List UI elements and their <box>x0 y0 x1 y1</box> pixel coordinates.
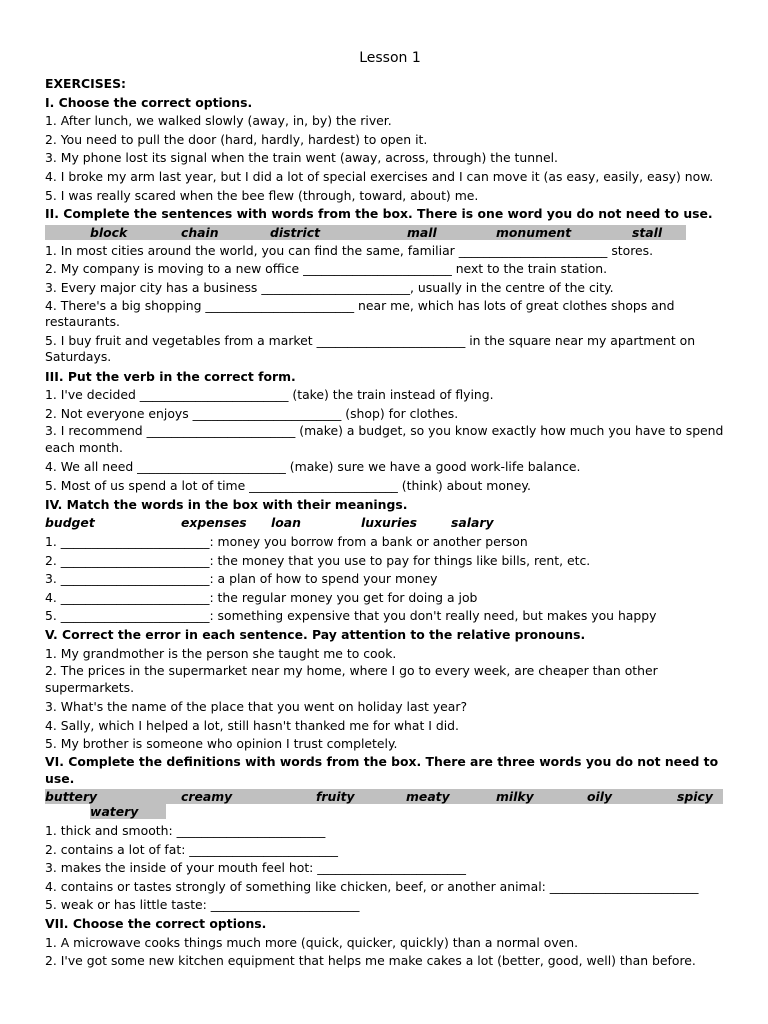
s4-item-3: 3. ________________________: a plan of how to spend your money <box>45 571 438 587</box>
s4-word-2: expenses <box>181 515 247 531</box>
section-5-heading: V. Correct the error in each sentence. Pay attention to the relative pronouns. <box>45 627 586 643</box>
s5-item-2: 2. The prices in the supermarket near my home, where I go to every week, are cheaper than other supermarkets. <box>45 663 658 695</box>
s2-word-6: stall <box>632 224 663 240</box>
s2-word-box <box>45 225 686 240</box>
s6-word-8: watery <box>90 804 166 819</box>
s6-word-box <box>45 789 735 819</box>
page-title: Lesson 1 <box>359 50 421 66</box>
s6-word-1: buttery <box>45 789 98 805</box>
s5-item-5: 5. My brother is someone who opinion I trust completely. <box>45 736 398 752</box>
s2-item-1: 1. In most cities around the world, you can find the same, familiar ________________________ stores. <box>45 242 654 258</box>
exercises-label: EXERCISES: <box>45 76 126 91</box>
s6-item-5: 5. weak or has little taste: ________________________ <box>45 897 360 913</box>
s6-word-3: fruity <box>316 789 355 805</box>
s4-item-4: 4. ________________________: the regular money you get for doing a job <box>45 589 478 605</box>
worksheet <box>45 48 735 971</box>
s6-item-1: 1. thick and smooth: ________________________ <box>45 823 326 839</box>
s6-word-7: spicy <box>677 789 713 805</box>
s6-word-4: meaty <box>406 789 450 805</box>
s6-item-3: 3. makes the inside of your mouth feel hot: ________________________ <box>45 860 466 876</box>
s6-word-2: creamy <box>181 789 233 805</box>
s2-item-2: 2. My company is moving to a new office ________________________ next to the train station. <box>45 261 608 277</box>
s3-item-1: 1. I've decided ________________________ (take) the train instead of flying. <box>45 387 494 403</box>
s1-item-4: 4. I broke my arm last year, but I did a lot of special exercises and I can move it (as easy, easily, easy) now. <box>45 168 714 184</box>
s2-item-4: 4. There's a big shopping ________________________ near me, which has lots of great clothes shops and restaurants. <box>45 297 675 330</box>
s4-item-5: 5. ________________________: something expensive that you don't really need, but makes you happy <box>45 608 657 624</box>
s2-word-4: mall <box>407 224 437 240</box>
s6-item-2: 2. contains a lot of fat: ________________________ <box>45 841 338 857</box>
section-7-heading: VII. Choose the correct options. <box>45 916 267 931</box>
s7-item-2: 2. I've got some new kitchen equipment that helps me make cakes a lot (better, good, well) than before. <box>45 953 696 969</box>
s1-item-1: 1. After lunch, we walked slowly (away, in, by) the river. <box>45 113 392 129</box>
section-3-heading: III. Put the verb in the correct form. <box>45 368 296 384</box>
s5-item-4: 4. Sally, which I helped a lot, still hasn't thanked me for what I did. <box>45 717 459 733</box>
s2-word-3: district <box>270 224 321 240</box>
s3-item-4: 4. We all need ________________________ (make) sure we have a good work-life balance. <box>45 459 581 475</box>
s1-item-3: 3. My phone lost its signal when the train went (away, across, through) the tunnel. <box>45 150 558 166</box>
s4-word-5: salary <box>451 515 494 531</box>
s4-item-1: 1. ________________________: money you borrow from a bank or another person <box>45 534 528 550</box>
s6-word-5: milky <box>496 789 534 805</box>
s2-word-1: block <box>90 224 128 240</box>
s2-item-3: 3. Every major city has a business ________________________, usually in the centre of the city. <box>45 279 614 295</box>
s7-item-1: 1. A microwave cooks things much more (quick, quicker, quickly) than a normal oven. <box>45 934 579 950</box>
s6-item-4: 4. contains or tastes strongly of something like chicken, beef, or another animal: ________________________ <box>45 878 699 894</box>
s3-item-5: 5. Most of us spend a lot of time ________________________ (think) about money. <box>45 477 531 493</box>
s5-item-3: 3. What's the name of the place that you went on holiday last year? <box>45 699 468 715</box>
s5-item-1: 1. My grandmother is the person she taught me to cook. <box>45 645 397 661</box>
s6-word-6: oily <box>587 789 613 805</box>
s2-item-5: 5. I buy fruit and vegetables from a market ________________________ in the square near my apartment on Saturdays. <box>45 332 696 365</box>
s1-item-5: 5. I was really scared when the bee flew (through, toward, about) me. <box>45 187 479 203</box>
s4-word-1: budget <box>45 515 95 531</box>
s4-word-box <box>45 515 735 530</box>
section-4-heading: IV. Match the words in the box with their meanings. <box>45 496 408 512</box>
section-2-heading: II. Complete the sentences with words from the box. There is one word you do not need to use. <box>45 206 713 222</box>
s4-item-2: 2. ________________________: the money that you use to pay for things like bills, rent, etc. <box>45 552 591 568</box>
section-6-heading: VI. Complete the definitions with words from the box. There are three words you do not need to use. <box>45 754 719 786</box>
s2-word-5: monument <box>496 224 572 240</box>
s3-item-2: 2. Not everyone enjoys ________________________ (shop) for clothes. <box>45 405 459 421</box>
s1-item-2: 2. You need to pull the door (hard, hardly, hardest) to open it. <box>45 131 428 147</box>
section-1-heading: I. Choose the correct options. <box>45 94 253 110</box>
s4-word-3: loan <box>271 515 301 531</box>
s3-item-3: 3. I recommend ________________________ (make) a budget, so you know exactly how much you have to spend each month. <box>45 423 724 455</box>
s2-word-2: chain <box>181 224 219 240</box>
s4-word-4: luxuries <box>361 515 418 531</box>
